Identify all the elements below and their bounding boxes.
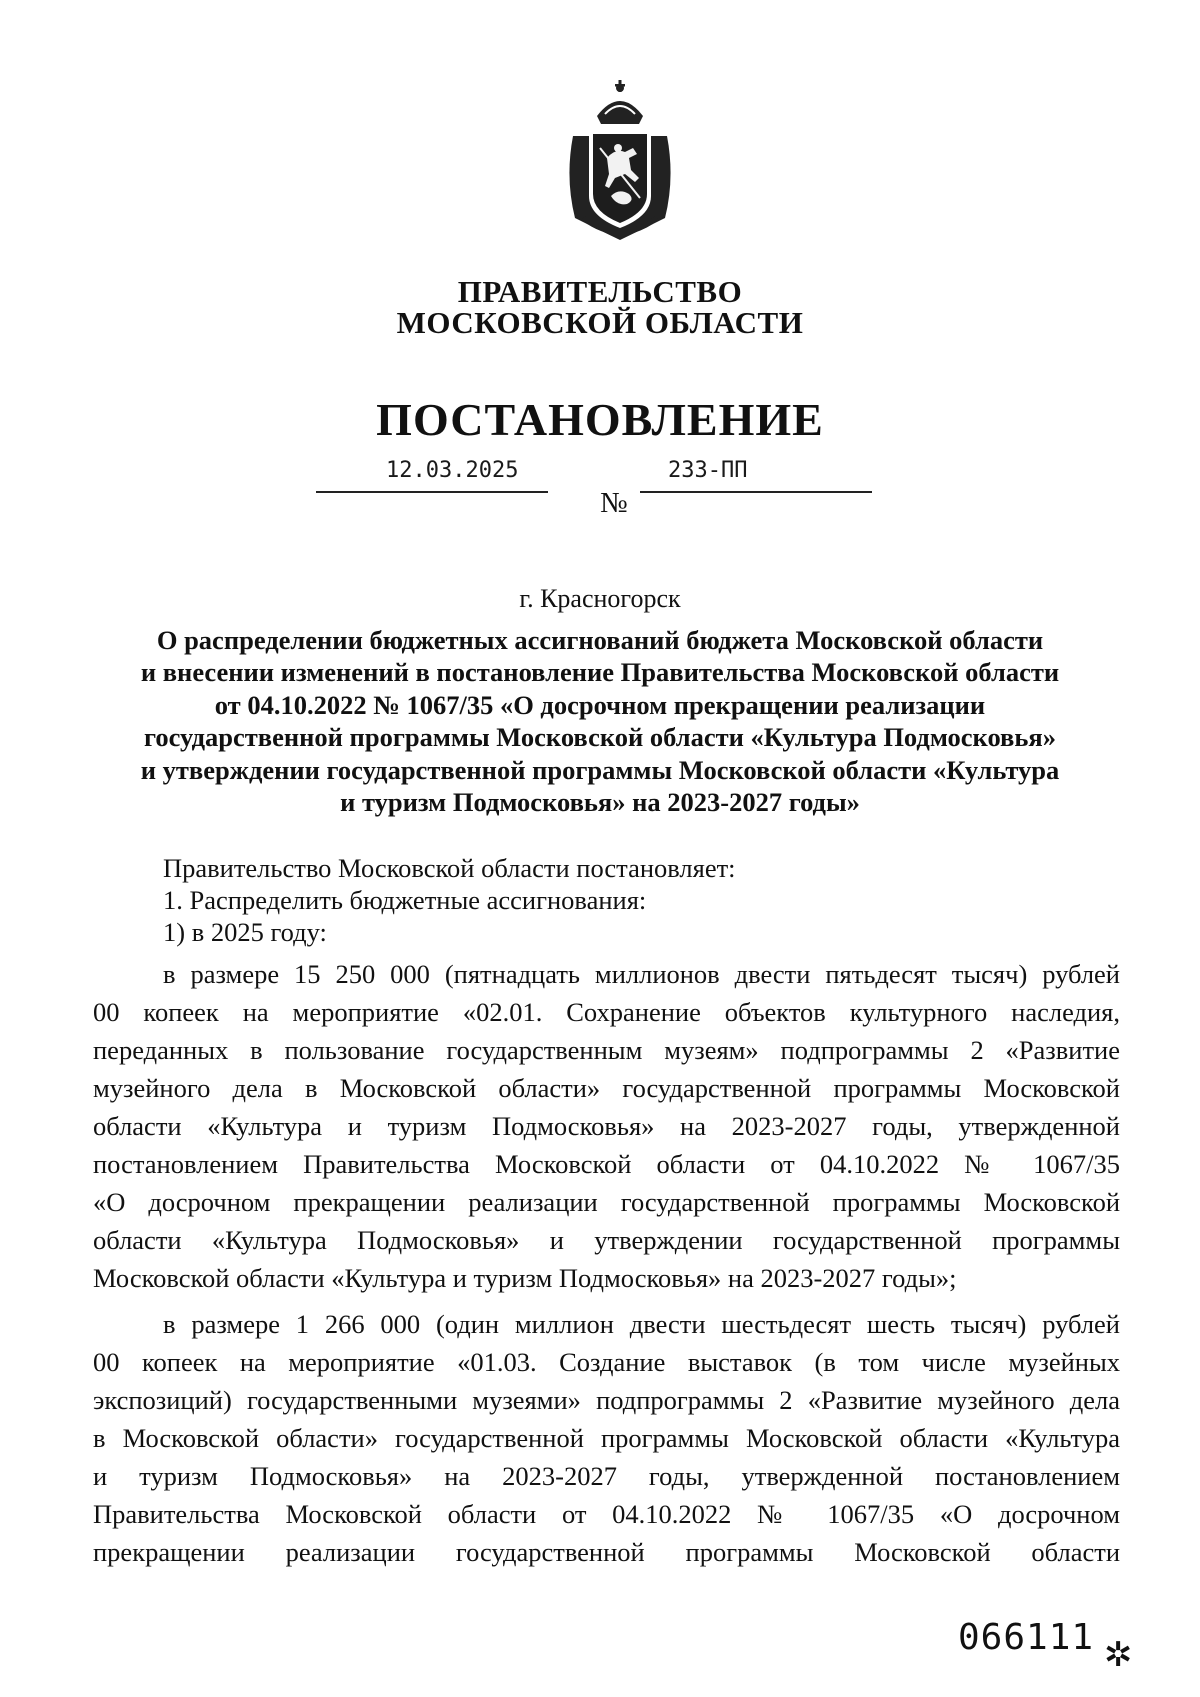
- subject-line: и туризм Подмосковья» на 2023-2027 годы»: [340, 787, 860, 818]
- paragraph-2-line: в размере 1 266 000 (один миллион двести шестьдесят шесть тысяч) рублей: [163, 1309, 1120, 1339]
- paragraph-1-line: области «Культура Подмосковья» и утверждении государственной программы: [93, 1225, 1120, 1255]
- decree-subject: [110, 624, 1090, 818]
- subject-line: и утверждении государственной программы Московской области «Культура: [140, 754, 1060, 785]
- item-1-1: 1) в 2025 году:: [163, 917, 327, 947]
- paragraph-1-line: переданных в пользование государственным музеям» подпрограммы 2 «Развитие: [93, 1035, 1120, 1065]
- paragraph-1-line: «О досрочном прекращении реализации государственной программы Московской: [93, 1187, 1120, 1217]
- decree-date: 12.03.2025: [386, 458, 519, 483]
- coat-of-arms-emblem: [555, 78, 685, 243]
- paragraph-2-line: экспозиций) государственными музеями» подпрограммы 2 «Развитие музейного дела: [93, 1385, 1120, 1415]
- date-underline: [316, 491, 548, 493]
- paragraph-2-line: в Московской области» государственной программы Московской области «Культура: [93, 1423, 1120, 1453]
- paragraph-1-line: музейного дела в Московской области» государственной программы Московской: [93, 1073, 1120, 1103]
- serial-number: 066111: [958, 1617, 1095, 1658]
- intro-text: Правительство Московской области постановляет:: [163, 853, 736, 883]
- paragraph-1-line: в размере 15 250 000 (пятнадцать миллионов двести пятьдесят тысяч) рублей: [163, 959, 1120, 989]
- paragraph-1-line: постановлением Правительства Московской области от 04.10.2022 № 1067/35: [93, 1149, 1120, 1179]
- item-1: 1. Распределить бюджетные ассигнования:: [163, 885, 647, 915]
- paragraph-2-line: прекращении реализации государственной программы Московской области: [93, 1537, 1120, 1567]
- city: г. Красногорск: [519, 584, 681, 613]
- decree-title: ПОСТАНОВЛЕНИЕ: [376, 394, 824, 445]
- subject-line: и внесении изменений в постановление Правительства Московской области: [140, 657, 1060, 688]
- number-sign: №: [600, 487, 628, 519]
- paragraph-1-line: области «Культура и туризм Подмосковья» на 2023-2027 годы, утвержденной: [93, 1111, 1120, 1141]
- subject-line: государственной программы Московской области «Культура Подмосковья»: [144, 722, 1056, 753]
- paragraph-2-line: и туризм Подмосковья» на 2023-2027 годы, утвержденной постановлением: [93, 1461, 1120, 1491]
- government-name-line1: ПРАВИТЕЛЬСТВО: [457, 274, 743, 309]
- asterisk-mark-icon: ✲: [1104, 1635, 1133, 1675]
- paragraph-2-line: 00 копеек на мероприятие «01.03. Создание выставок (в том числе музейных: [93, 1347, 1120, 1377]
- subject-line: О распределении бюджетных ассигнований бюджета Московской области: [156, 625, 1044, 655]
- paragraph-2-line: Правительства Московской области от 04.10.2022 № 1067/35 «О досрочном: [93, 1499, 1120, 1529]
- decree-number: 233-ПП: [668, 458, 748, 483]
- number-underline: [640, 491, 872, 493]
- paragraph-1-line: Московской области «Культура и туризм Подмосковья» на 2023-2027 годы»;: [93, 1263, 957, 1293]
- paragraph-1-line: 00 копеек на мероприятие «02.01. Сохранение объектов культурного наследия,: [93, 997, 1120, 1027]
- government-name-line2: МОСКОВСКОЙ ОБЛАСТИ: [396, 305, 804, 340]
- subject-line: от 04.10.2022 № 1067/35 «О досрочном прекращении реализации: [214, 689, 986, 720]
